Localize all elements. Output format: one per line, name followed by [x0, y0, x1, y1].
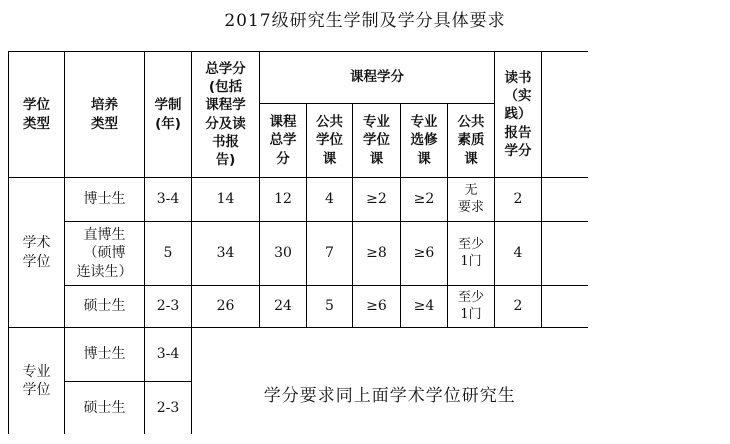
blank-cell — [542, 178, 588, 222]
major-degree-cell: ≥6 — [353, 286, 401, 328]
duration-cell: 2-3 — [145, 286, 192, 328]
table-row — [9, 328, 588, 382]
header-degree-type: 学位 类型 — [9, 52, 65, 178]
program-cell: 博士生 — [65, 328, 145, 382]
degree-type-professional: 专业 学位 — [9, 328, 65, 434]
header-public-degree-course: 公共 学位 课 — [307, 104, 353, 178]
duration-cell: 3-4 — [145, 178, 192, 222]
total-credits-cell: 14 — [192, 178, 260, 222]
duration-cell: 2-3 — [145, 382, 192, 434]
blank-cell — [542, 222, 588, 286]
program-cell: 硕士生 — [65, 382, 145, 434]
header-course-total: 课程 总学 分 — [260, 104, 307, 178]
course-total-cell: 30 — [260, 222, 307, 286]
program-cell: 直博生 （硕博 连读生） — [65, 222, 145, 286]
major-degree-cell: ≥2 — [353, 178, 401, 222]
page-title: 2017级研究生学制及学分具体要求 — [224, 11, 506, 31]
shared-requirement-note: 学分要求同上面学术学位研究生 — [192, 328, 588, 434]
elective-cell: ≥6 — [401, 222, 448, 286]
duration-cell: 3-4 — [145, 328, 192, 382]
program-cell: 硕士生 — [65, 286, 145, 328]
report-cell: 2 — [495, 286, 542, 328]
header-major-degree-course: 专业 学位 课 — [353, 104, 401, 178]
blank-cell — [542, 286, 588, 328]
quality-cell: 至少 1门 — [448, 286, 495, 328]
total-credits-cell: 26 — [192, 286, 260, 328]
header-course-credits: 课程学分 — [260, 52, 495, 104]
header-major-elective: 专业 选修 课 — [401, 104, 448, 178]
table-row — [9, 286, 588, 328]
report-cell: 4 — [495, 222, 542, 286]
course-total-cell: 12 — [260, 178, 307, 222]
report-cell: 2 — [495, 178, 542, 222]
public-degree-cell: 4 — [307, 178, 353, 222]
header-public-quality-course: 公共 素质 课 — [448, 104, 495, 178]
major-degree-cell: ≥8 — [353, 222, 401, 286]
elective-cell: ≥4 — [401, 286, 448, 328]
quality-cell: 无 要求 — [448, 178, 495, 222]
duration-cell: 5 — [145, 222, 192, 286]
header-row-1 — [9, 52, 588, 104]
credit-requirements-table — [8, 51, 588, 434]
quality-cell: 至少 1门 — [448, 222, 495, 286]
public-degree-cell: 5 — [307, 286, 353, 328]
program-cell: 博士生 — [65, 178, 145, 222]
table-row — [9, 222, 588, 286]
degree-type-academic: 学术 学位 — [9, 178, 65, 328]
header-reading-report: 读书 （实 践） 报告 学分 — [495, 52, 542, 178]
elective-cell: ≥2 — [401, 178, 448, 222]
table-row — [9, 178, 588, 222]
header-total-credits: 总学分 (包括 课程学 分及读 书报 告) — [192, 52, 260, 178]
course-total-cell: 24 — [260, 286, 307, 328]
public-degree-cell: 7 — [307, 222, 353, 286]
header-duration: 学制 (年) — [145, 52, 192, 178]
header-program-type: 培养 类型 — [65, 52, 145, 178]
header-blank-column — [542, 52, 588, 178]
total-credits-cell: 34 — [192, 222, 260, 286]
